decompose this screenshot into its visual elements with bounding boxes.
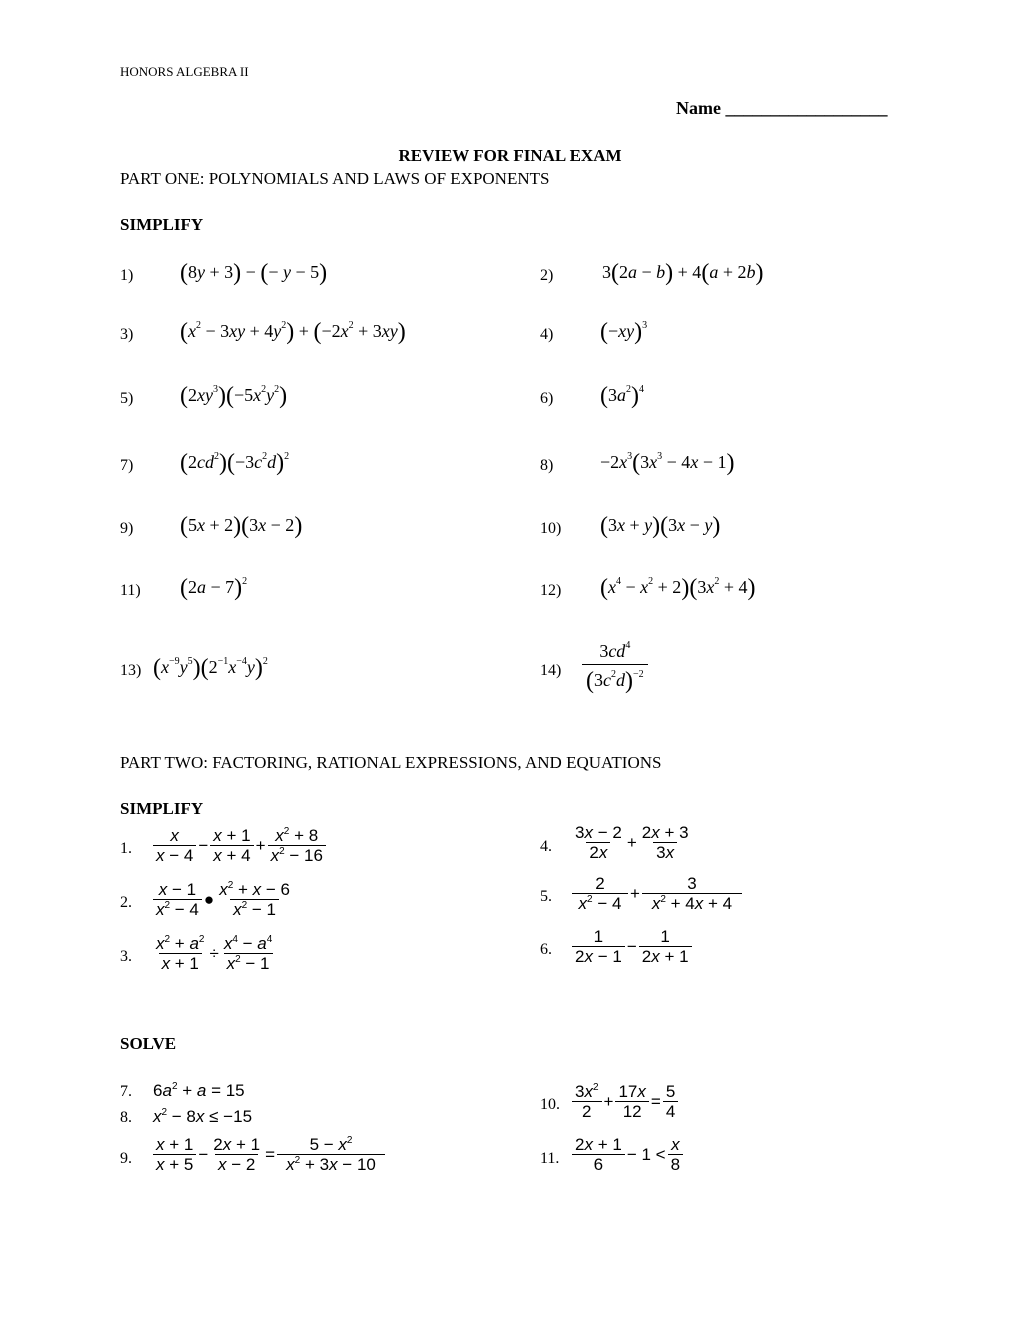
problem-number: 6) xyxy=(540,390,554,407)
problem-number: 7) xyxy=(120,457,134,474)
problem-expression: $(-xy)^3$ xyxy=(600,319,648,345)
problem-expression: 3(2a − b) + 4(a + 2b) xyxy=(602,260,764,286)
problem-number: 4. xyxy=(540,838,552,855)
problem-number: 7. xyxy=(120,1083,132,1100)
part-one-heading: PART ONE: POLYNOMIALS AND LAWS OF EXPONENTS xyxy=(120,169,550,188)
problem-number: 1. xyxy=(120,840,132,857)
problem-expression: $(3a^2)^4$ xyxy=(600,383,644,409)
problem-expression: (5x + 2)(3x − 2) xyxy=(180,513,303,539)
problem-number: 3) xyxy=(120,326,134,343)
problem-expression: $\frac{x}{x - 4}$ − $\frac{x + 1}{x + 4}$ + $\frac{x^2 + 8}{x^2 - 16}$ xyxy=(153,826,326,865)
problem-expression: $(x^4 - x^2 + 2)(3x^2 + 4)$ xyxy=(600,575,756,601)
problem-expression: $\frac{2x + 1}{6}$ − 1 < $\frac{x}{8}$ xyxy=(572,1135,683,1174)
problem-number: 10) xyxy=(540,520,562,537)
problem-expression: $\frac{x^2 + a^2}{x + 1}$ ÷ $\frac{x^4 - a^4}{x^2 - 1}$ xyxy=(156,934,273,973)
problem-expression: (3x + y)(3x − y) xyxy=(600,513,721,539)
problem-number: 2. xyxy=(120,894,132,911)
part-two-simplify-heading: SIMPLIFY xyxy=(120,799,204,818)
problem-expression: $\frac{3x^2}{2}$ + $\frac{17x}{12}$ = $\frac{5}{4}$ xyxy=(572,1082,678,1121)
problem-expression: $\frac{1}{2x - 1}$ − $\frac{1}{2x + 1}$ xyxy=(572,927,692,966)
part-one-simplify-heading: SIMPLIFY xyxy=(120,215,204,234)
problem-expression: $\frac{x - 1}{x^2 - 4}$ ● $\frac{x^2 + x - 6}{x^2 - 1}$ xyxy=(153,880,293,919)
name-field-label: Name __________________ xyxy=(676,98,888,118)
problem-expression: $(2a - 7)^2$ xyxy=(180,575,248,601)
problem-expression: $6a^2 + a = 15$ xyxy=(153,1081,245,1100)
problem-expression: (8y + 3) − (− y − 5) xyxy=(180,260,328,286)
problem-expression: $\frac{3x - 2}{2x}$ + $\frac{2x + 3}{3x}$ xyxy=(575,823,689,862)
problem-number: 5. xyxy=(540,888,552,905)
problem-number: 1) xyxy=(120,267,134,284)
problem-number: 13) xyxy=(120,662,142,679)
problem-expression: $(x^2 - 3xy + 4y^2) + (-2x^2 + 3xy)$ xyxy=(180,319,406,345)
course-name: HONORS ALGEBRA II xyxy=(120,64,249,79)
problem-expression: $(2xy^3)(-5x^2y^2)$ xyxy=(180,383,288,409)
problem-expression: $(2cd^2)(-3c^2d)^2$ xyxy=(180,450,290,476)
problem-number: 3. xyxy=(120,948,132,965)
problem-number: 14) xyxy=(540,662,562,679)
problem-number: 8. xyxy=(120,1109,132,1126)
problem-number: 6. xyxy=(540,941,552,958)
solve-heading: SOLVE xyxy=(120,1034,177,1053)
problem-expression: $x^2 - 8x \le -15$ xyxy=(153,1107,253,1126)
problem-number: 11) xyxy=(120,582,141,599)
problem-expression: $(x^{-9}y^5)(2^{-1}x^{-4}y)^2$ xyxy=(153,655,268,681)
problem-number: 8) xyxy=(540,457,554,474)
problem-expression: $-2x^3(3x^3 - 4x - 1)$ xyxy=(600,450,735,476)
problem-expression: $\frac{x + 1}{x + 5}$ − $\frac{2x + 1}{x - 2}$ = $\frac{5 - x^2}{x^2 + 3x - 10}$ xyxy=(153,1135,385,1174)
problem-number: 12) xyxy=(540,582,562,599)
problem-number: 5) xyxy=(120,390,134,407)
problem-number: 4) xyxy=(540,326,554,343)
problem-expression: $3cd^4$ $(3c^2d)^{-2}$ xyxy=(582,638,648,695)
problem-number: 2) xyxy=(540,267,554,284)
problem-number: 10. xyxy=(540,1096,560,1113)
part-two-heading: PART TWO: FACTORING, RATIONAL EXPRESSIONS, AND EQUATIONS xyxy=(120,753,662,772)
problem-expression: $\frac{2}{x^2 - 4}$ + $\frac{3}{x^2 + 4x + 4}$ xyxy=(572,874,742,913)
problem-number: 9) xyxy=(120,520,134,537)
problem-number: 9. xyxy=(120,1150,132,1167)
problem-number: 11. xyxy=(540,1150,560,1167)
page-title: REVIEW FOR FINAL EXAM xyxy=(398,146,622,165)
